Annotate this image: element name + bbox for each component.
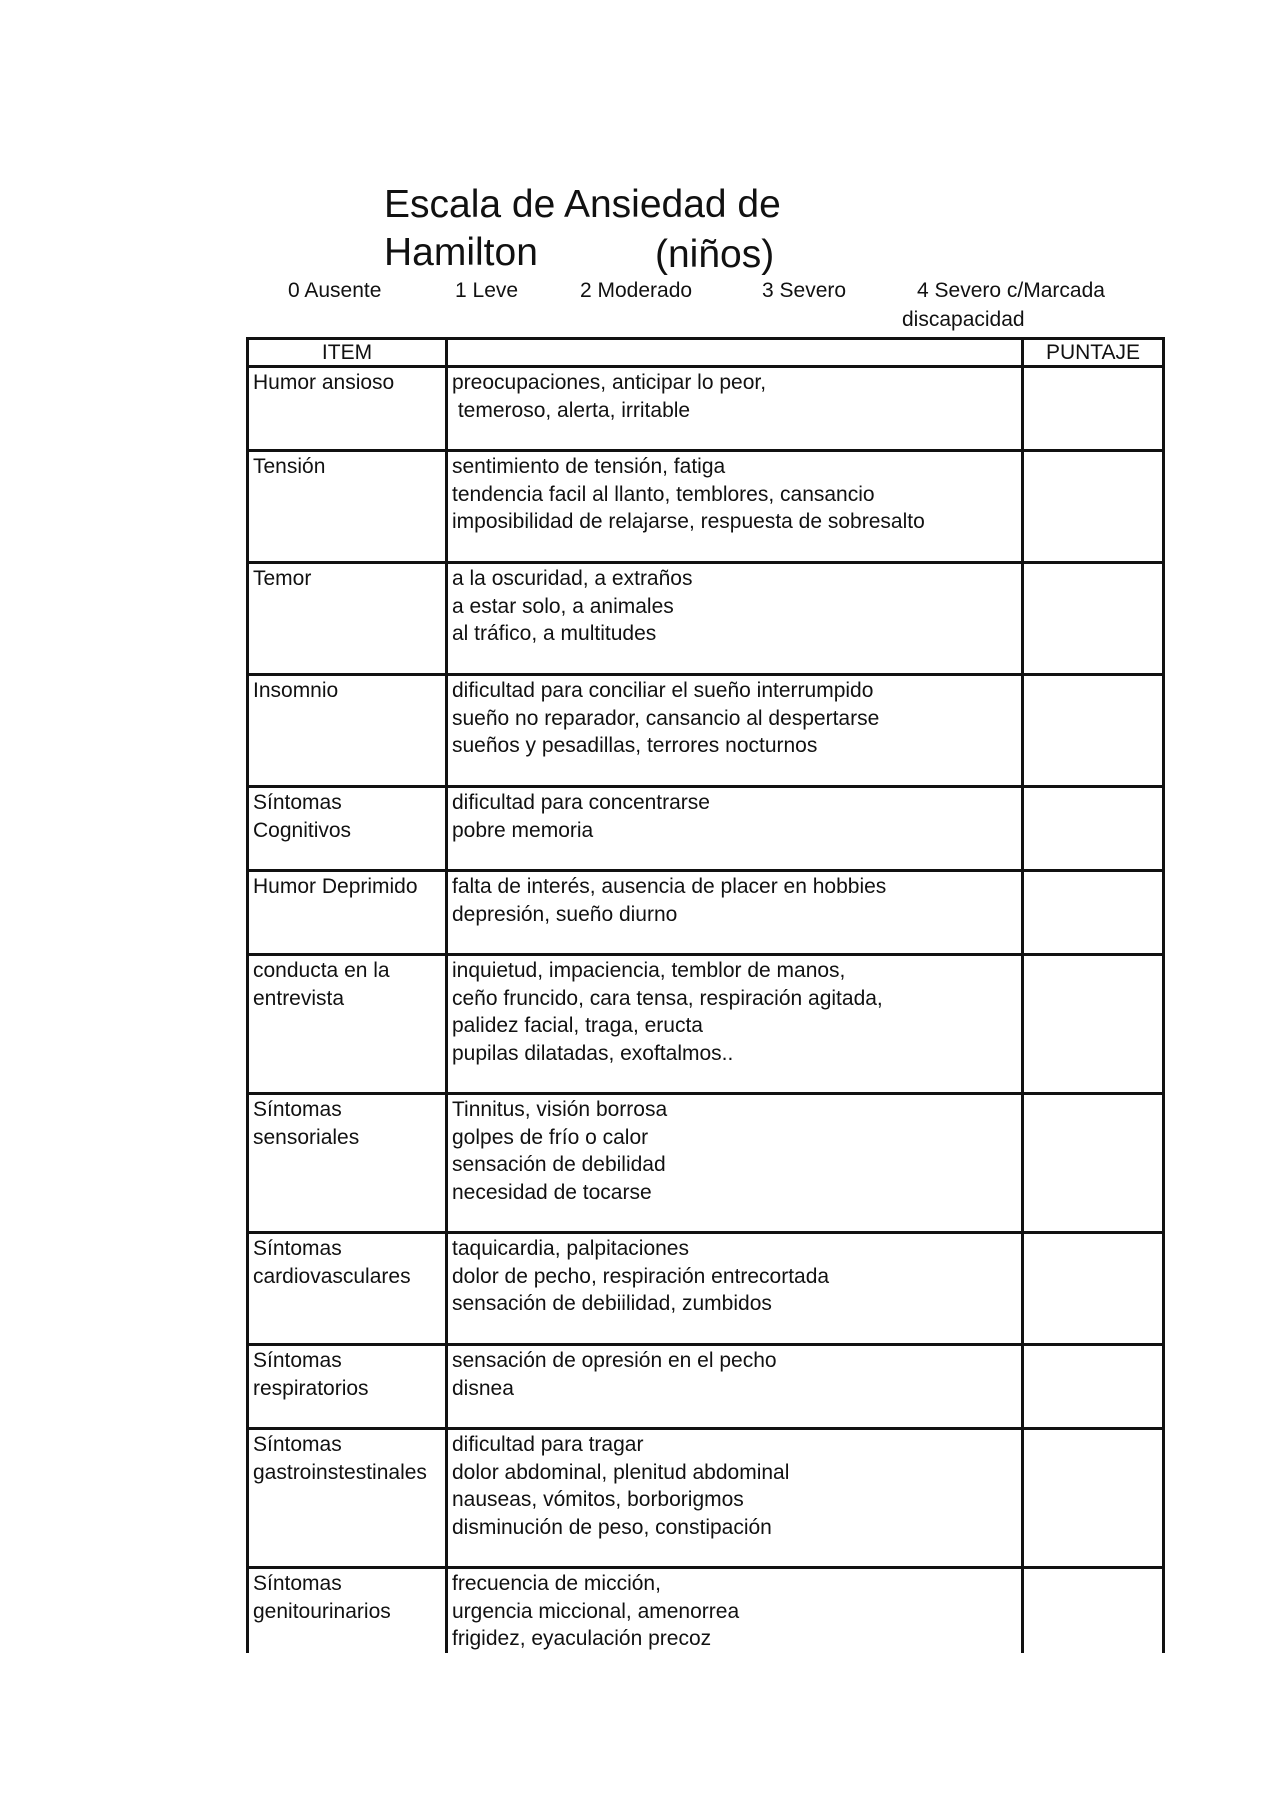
- item-text: Síntomas: [253, 1433, 342, 1456]
- item-cell: [248, 563, 447, 675]
- description-text: temeroso, alerta, irritable: [452, 398, 691, 422]
- item-text: Insomnio: [253, 679, 339, 702]
- description-text: a la oscuridad, a extraños: [452, 567, 693, 590]
- description-text: sentimiento de tensión, fatiga: [452, 455, 726, 478]
- description-text: ceño fruncido, cara tensa, respiración agitada,: [452, 986, 883, 1010]
- item-text: conducta en la: [253, 959, 390, 982]
- description-text: urgencia miccional, amenorrea: [452, 1599, 740, 1623]
- description-cell: [447, 1429, 1023, 1568]
- description-text: a estar solo, a animales: [452, 594, 674, 618]
- description-text: nauseas, vómitos, borborigmos: [452, 1488, 744, 1511]
- table-row: [248, 367, 1164, 451]
- score-cell[interactable]: [1023, 675, 1164, 787]
- header-score: PUNTAJE: [1023, 339, 1164, 367]
- item-cell: [248, 1568, 447, 1653]
- item-text: Síntomas: [253, 1237, 342, 1260]
- description-cell: [447, 563, 1023, 675]
- score-cell[interactable]: [1023, 563, 1164, 675]
- item-cell: [248, 955, 447, 1094]
- item-cell: [248, 451, 447, 563]
- description-text: taquicardia, palpitaciones: [452, 1237, 689, 1260]
- header-item: ITEM: [248, 339, 447, 367]
- description-text: palidez facial, traga, eructa: [452, 1014, 703, 1037]
- item-cell: [248, 787, 447, 871]
- item-text: gastroinstestinales: [253, 1460, 427, 1484]
- score-cell[interactable]: [1023, 451, 1164, 563]
- score-cell[interactable]: [1023, 955, 1164, 1094]
- header-description: [447, 339, 1023, 367]
- item-text: Síntomas: [253, 791, 342, 814]
- item-text: entrevista: [253, 986, 345, 1010]
- description-text: pupilas dilatadas, exoftalmos..: [452, 1041, 734, 1065]
- table-row: [248, 1429, 1164, 1568]
- description-text: inquietud, impaciencia, temblor de manos,: [452, 959, 846, 982]
- description-text: Tinnitus, visión borrosa: [452, 1098, 668, 1121]
- item-text: Cognitivos: [253, 818, 352, 842]
- item-cell: [248, 1429, 447, 1568]
- description-text: dificultad para concentrarse: [452, 791, 710, 814]
- score-cell[interactable]: [1023, 1345, 1164, 1429]
- score-cell[interactable]: [1023, 1429, 1164, 1568]
- table-row: [248, 451, 1164, 563]
- item-cell: [248, 1233, 447, 1345]
- description-text: sensación de opresión en el pecho: [452, 1349, 777, 1372]
- description-text: sueño no reparador, cansancio al despertarse: [452, 706, 880, 730]
- table-row: [248, 563, 1164, 675]
- item-text: Síntomas: [253, 1098, 342, 1121]
- description-text: necesidad de tocarse: [452, 1180, 652, 1204]
- description-text: frigidez, eyaculación precoz: [452, 1627, 712, 1650]
- description-cell: [447, 1094, 1023, 1233]
- description-cell: [447, 955, 1023, 1094]
- description-text: golpes de frío o calor: [452, 1125, 649, 1149]
- document-title: Escala de Ansiedad de Hamilton: [384, 183, 781, 274]
- scale-2-moderate: 2 Moderado: [580, 279, 693, 302]
- score-cell[interactable]: [1023, 1568, 1164, 1653]
- score-cell[interactable]: [1023, 787, 1164, 871]
- scale-4-severe-disability: 4 Severo c/Marcada: [917, 279, 1105, 302]
- description-cell: [447, 1345, 1023, 1429]
- item-text: genitourinarios: [253, 1599, 391, 1623]
- score-cell[interactable]: [1023, 1233, 1164, 1345]
- description-text: sueños y pesadillas, terrores nocturnos: [452, 734, 818, 757]
- description-text: preocupaciones, anticipar lo peor,: [452, 371, 767, 394]
- scale-1-mild: 1 Leve: [455, 279, 519, 302]
- description-text: imposibilidad de relajarse, respuesta de sobresalto: [452, 510, 925, 533]
- item-text: Síntomas: [253, 1572, 342, 1595]
- description-cell: [447, 1233, 1023, 1345]
- item-cell: [248, 675, 447, 787]
- table-row: [248, 871, 1164, 955]
- description-text: dificultad para tragar: [452, 1433, 644, 1456]
- table-row: [248, 955, 1164, 1094]
- item-cell: [248, 1345, 447, 1429]
- table-row: [248, 1094, 1164, 1233]
- table-row: [248, 675, 1164, 787]
- table-row: [248, 787, 1164, 871]
- description-text: disminución de peso, constipación: [452, 1515, 772, 1539]
- item-text: cardiovasculares: [253, 1264, 411, 1288]
- score-cell[interactable]: [1023, 871, 1164, 955]
- scale-0-absent: 0 Ausente: [288, 279, 382, 302]
- description-text: depresión, sueño diurno: [452, 902, 678, 926]
- description-text: dolor de pecho, respiración entrecortada: [452, 1264, 830, 1288]
- description-cell: [447, 675, 1023, 787]
- item-text: Humor ansioso: [253, 371, 395, 394]
- item-text: Temor: [253, 567, 312, 590]
- score-cell[interactable]: [1023, 367, 1164, 451]
- description-text: tendencia facil al llanto, temblores, cansancio: [452, 482, 875, 506]
- description-text: falta de interés, ausencia de placer en hobbies: [452, 875, 887, 898]
- item-text: sensoriales: [253, 1125, 360, 1149]
- description-text: disnea: [452, 1376, 514, 1400]
- scale-4-disability-label: discapacidad: [902, 308, 1025, 331]
- description-cell: [447, 787, 1023, 871]
- description-text: dificultad para conciliar el sueño interrumpido: [452, 679, 874, 702]
- document-subtitle: (niños): [655, 233, 775, 276]
- score-cell[interactable]: [1023, 1094, 1164, 1233]
- item-text: Tensión: [253, 455, 326, 478]
- item-text: Humor Deprimido: [253, 875, 418, 898]
- item-text: Síntomas: [253, 1349, 342, 1372]
- table-row: [248, 1568, 1164, 1653]
- description-text: sensación de debiilidad, zumbidos: [452, 1292, 772, 1315]
- item-cell: [248, 1094, 447, 1233]
- table-row: [248, 1233, 1164, 1345]
- description-cell: [447, 1568, 1023, 1653]
- description-text: dolor abdominal, plenitud abdominal: [452, 1460, 790, 1484]
- hamilton-scale-table: [246, 337, 1165, 1653]
- description-text: sensación de debilidad: [452, 1153, 666, 1176]
- description-text: frecuencia de micción,: [452, 1572, 661, 1595]
- description-cell: [447, 871, 1023, 955]
- table-header-row: [248, 339, 1164, 367]
- item-cell: [248, 871, 447, 955]
- description-text: al tráfico, a multitudes: [452, 622, 657, 645]
- table-row: [248, 1345, 1164, 1429]
- item-text: respiratorios: [253, 1376, 369, 1400]
- description-text: pobre memoria: [452, 818, 594, 842]
- description-cell: [447, 451, 1023, 563]
- item-cell: [248, 367, 447, 451]
- scale-3-severe: 3 Severo: [762, 279, 847, 302]
- description-cell: [447, 367, 1023, 451]
